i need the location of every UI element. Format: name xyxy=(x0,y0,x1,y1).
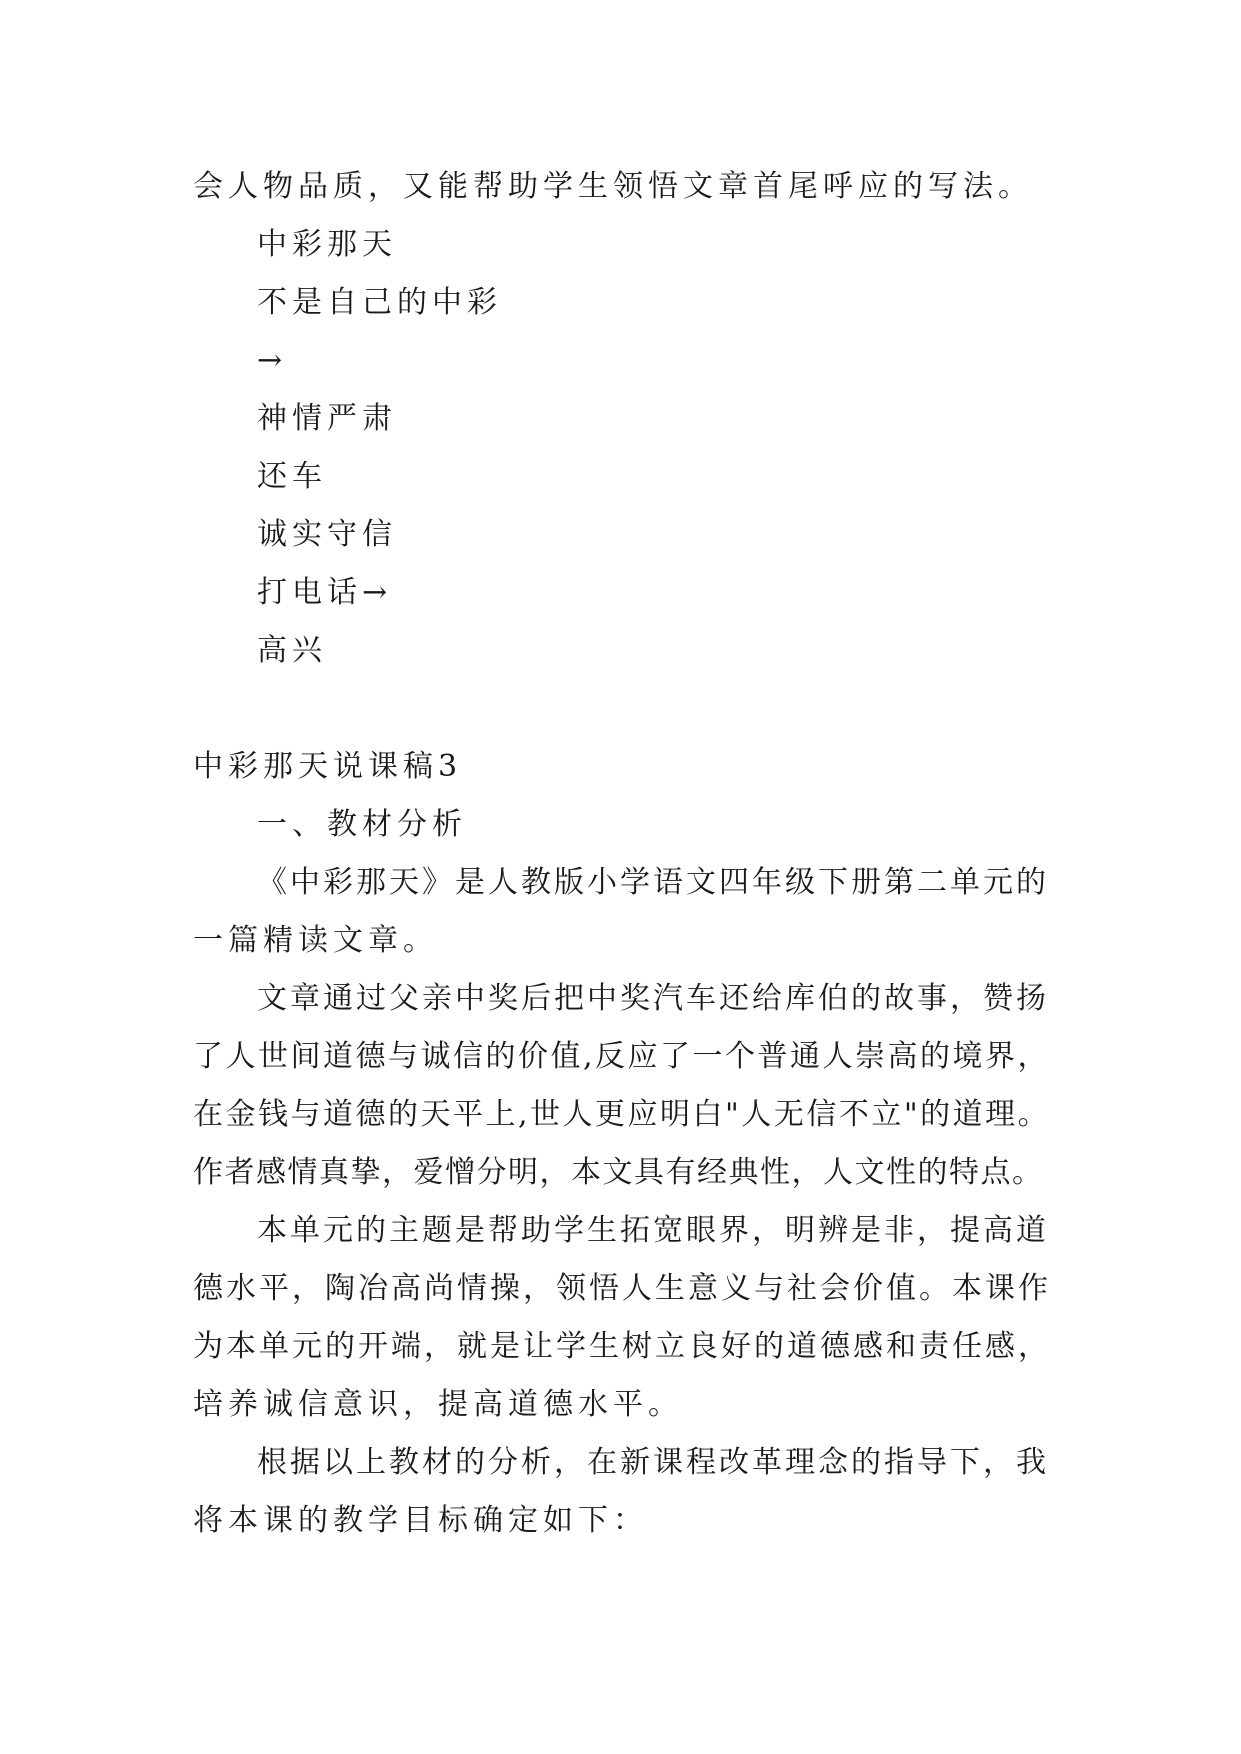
paragraph-line: 根据以上教材的分析，在新课程改革理念的指导下，我 xyxy=(257,1445,1049,1480)
chart-text-item: 还车 xyxy=(257,459,327,494)
chart-text-item: 打电话→ xyxy=(257,575,393,610)
paragraph-line: 文章通过父亲中奖后把中奖汽车还给库伯的故事，赞扬 xyxy=(257,981,1049,1016)
paragraph-line: 德水平，陶冶高尚情操，领悟人生意义与社会价值。本课作 xyxy=(193,1271,1051,1306)
paragraph-line: 在金钱与道德的天平上,世人更应明白"人无信不立"的道理。 xyxy=(193,1097,1051,1132)
paragraph-line: 《中彩那天》是人教版小学语文四年级下册第二单元的 xyxy=(257,865,1049,900)
section-heading: 一、教材分析 xyxy=(257,807,467,842)
section-title: 中彩那天说课稿3 xyxy=(193,749,463,784)
chart-text-item: 不是自己的中彩 xyxy=(257,285,502,320)
paragraph-line: 作者感情真挚，爱憎分明，本文具有经典性，人文性的特点。 xyxy=(193,1155,1044,1190)
paragraph-line: 为本单元的开端，就是让学生树立良好的道德感和责任感， xyxy=(193,1329,1051,1364)
paragraph-line: 了人世间道德与诚信的价值,反应了一个普通人崇高的境界， xyxy=(193,1039,1051,1074)
paragraph-line: 会人物品质，又能帮助学生领悟文章首尾呼应的写法。 xyxy=(193,169,1033,204)
chart-text-item: 神情严肃 xyxy=(257,401,397,436)
arrow-text: → xyxy=(257,343,288,378)
paragraph-line: 培养诚信意识，提高道德水平。 xyxy=(193,1387,683,1422)
paragraph-line: 本单元的主题是帮助学生拓宽眼界，明辨是非，提高道 xyxy=(257,1213,1049,1248)
chart-text-item: 诚实守信 xyxy=(257,517,397,552)
paragraph-line: 一篇精读文章。 xyxy=(193,923,438,958)
paragraph-line: 将本课的教学目标确定如下： xyxy=(193,1503,648,1538)
chart-text-item: 高兴 xyxy=(257,633,327,668)
chart-text-item: 中彩那天 xyxy=(257,227,397,262)
